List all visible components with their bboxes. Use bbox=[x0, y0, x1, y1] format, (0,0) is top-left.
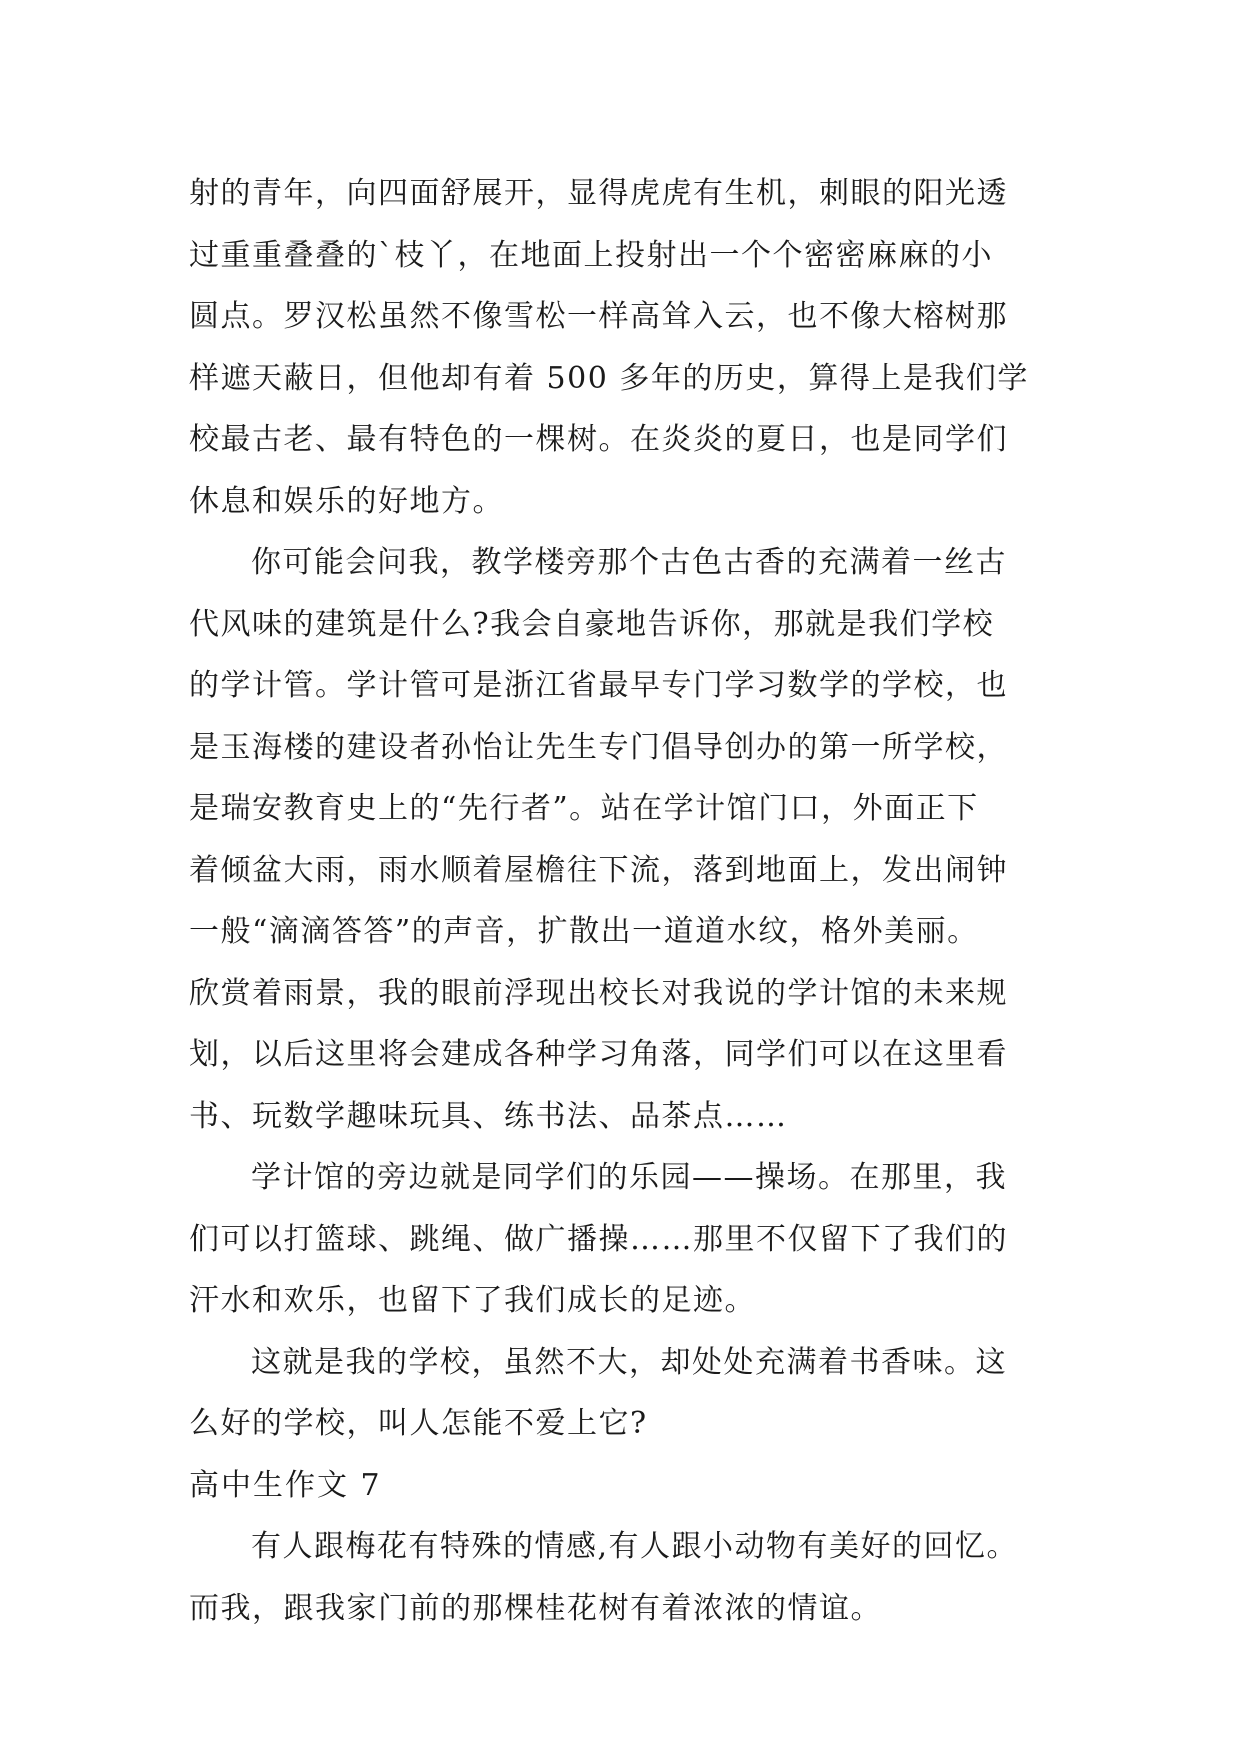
text-line: 是瑞安教育史上的“先行者”。站在学计馆门口，外面正下 bbox=[189, 791, 979, 826]
text-line: 划，以后这里将会建成各种学习角落，同学们可以在这里看 bbox=[189, 1037, 1008, 1072]
section-heading: 高中生作文 7 bbox=[189, 1467, 382, 1503]
text-line: 代风味的建筑是什么?我会自豪地告诉你，那就是我们学校 bbox=[189, 606, 995, 642]
text-line: 休息和娱乐的好地方。 bbox=[189, 483, 504, 519]
paragraph-start-line: 学计馆的旁边就是同学们的乐园——操场。在那里，我 bbox=[251, 1160, 1007, 1195]
text-line: 的学计管。学计管可是浙江省最早专门学习数学的学校，也 bbox=[189, 668, 1008, 703]
paragraph-start-line: 有人跟梅花有特殊的情感,有人跟小动物有美好的回忆。 bbox=[251, 1529, 1019, 1564]
text-line: 汗水和欢乐，也留下了我们成长的足迹。 bbox=[189, 1283, 756, 1318]
paragraph-start-line: 这就是我的学校，虽然不大，却处处充满着书香味。这 bbox=[251, 1344, 1007, 1380]
essay-text bbox=[189, 163, 1069, 1639]
paragraph-start-line: 你可能会问我，教学楼旁那个古色古香的充满着一丝古 bbox=[251, 545, 1007, 580]
text-line: 是玉海楼的建设者孙怡让先生专门倡导创办的第一所学校， bbox=[189, 729, 1008, 765]
text-line: 而我，跟我家门前的那棵桂花树有着浓浓的情谊。 bbox=[189, 1590, 882, 1626]
text-line: 着倾盆大雨，雨水顺着屋檐往下流，落到地面上，发出闹钟 bbox=[189, 852, 1008, 888]
text-line: 过重重叠叠的`枝丫，在地面上投射出一个个密密麻麻的小 bbox=[189, 237, 993, 273]
text-line: 书、玩数学趣味玩具、练书法、品茶点…… bbox=[189, 1098, 788, 1134]
text-line: 圆点。罗汉松虽然不像雪松一样高耸入云，也不像大榕树那 bbox=[189, 299, 1008, 334]
text-line: 射的青年，向四面舒展开，显得虎虎有生机，刺眼的阳光透 bbox=[189, 176, 1008, 211]
text-line: 欣赏着雨景，我的眼前浮现出校长对我说的学计馆的未来规 bbox=[189, 975, 1008, 1011]
text-line: 么好的学校，叫人怎能不爱上它? bbox=[189, 1406, 648, 1441]
text-line: 校最古老、最有特色的一棵树。在炎炎的夏日，也是同学们 bbox=[189, 422, 1008, 457]
text-line: 一般“滴滴答答”的声音，扩散出一道道水纹，格外美丽。 bbox=[189, 914, 979, 949]
text-line: 样遮天蔽日，但他却有着 500 多年的历史，算得上是我们学 bbox=[189, 360, 1029, 396]
text-line: 们可以打篮球、跳绳、做广播操……那里不仅留下了我们的 bbox=[189, 1221, 1008, 1257]
